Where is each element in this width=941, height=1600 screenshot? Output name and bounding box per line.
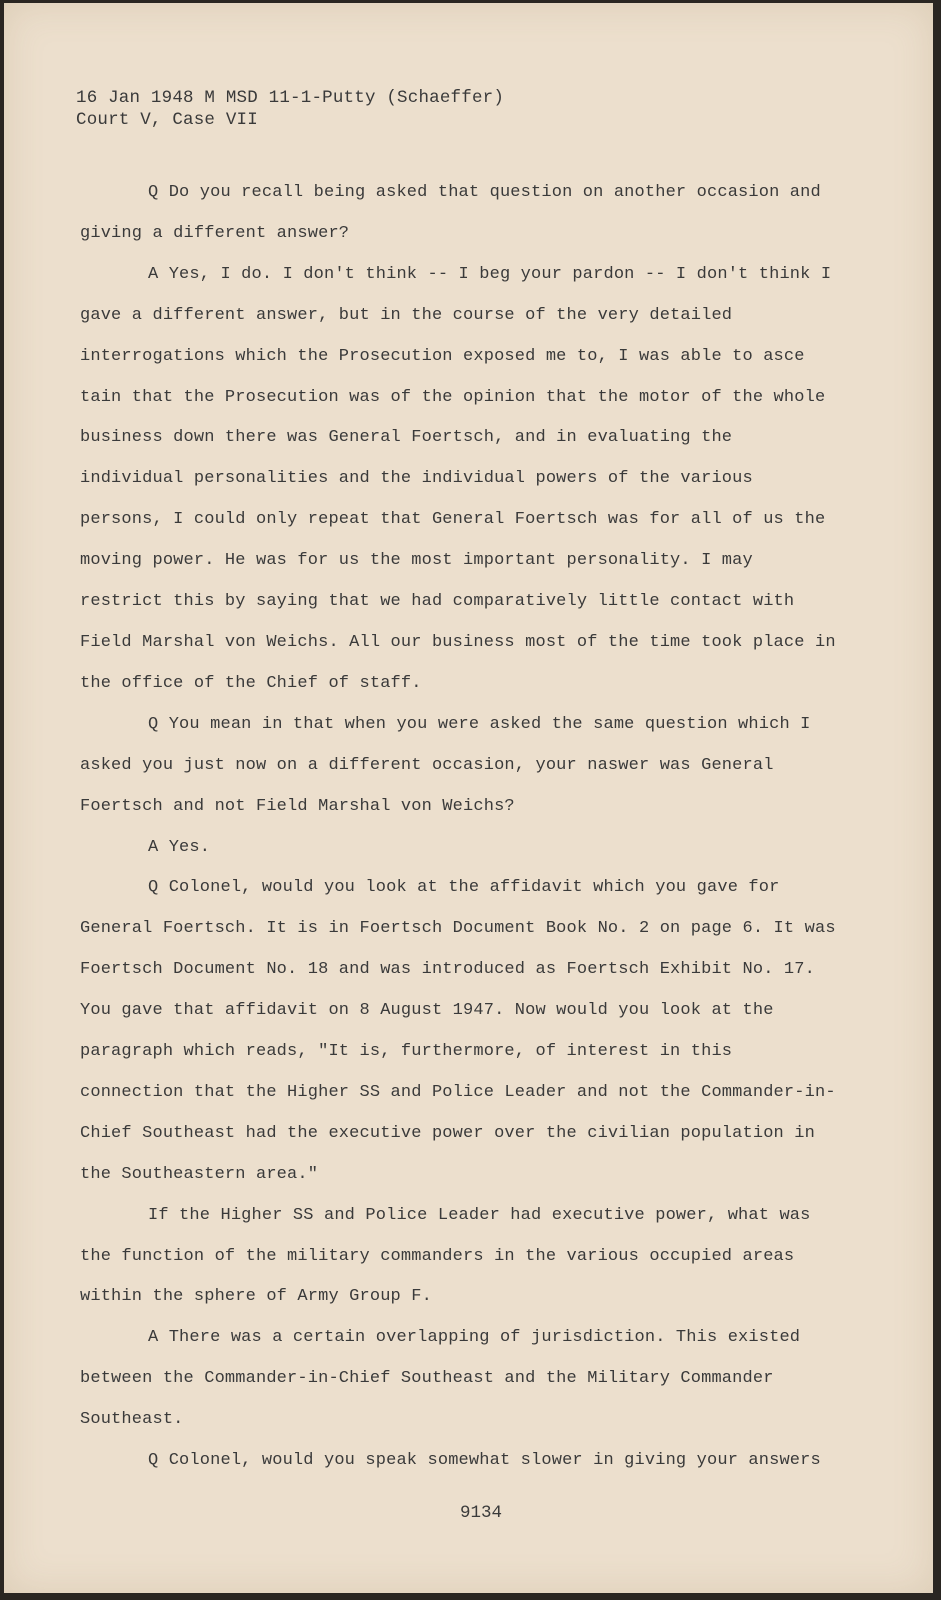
paragraph — [80, 1318, 840, 1441]
document-page — [4, 3, 933, 1593]
paragraph — [80, 828, 840, 869]
paragraph-text: Q Colonel, would you look at the affidavit which you gave for General Foertsch. It is in Foertsch Document Book No. 2 on page 6. It was Foertsch Document No. 18 and was introduced as Foertsch Exhibit No. 17. You gave that affidavit on 8 August 1947. Now would you look at the paragraph which reads, "It is, furthermore, of interest in this connection that the Higher SS and Police Leader and not the Commander-in-Chief Southeast had the executive power over the civilian population in the Southeastern area." — [80, 878, 836, 1184]
paragraph-text: If the Higher SS and Police Leader had executive power, what was the function of the military commanders in the various occupied areas within the sphere of Army Group F. — [80, 1205, 811, 1307]
transcript-body — [80, 173, 840, 1482]
header-line-2: Court V, Case VII — [76, 110, 258, 130]
paragraph-text: A Yes, I do. I don't think -- I beg your pardon -- I don't think I gave a different answer, but in the course of the very detailed interrogations which the Prosecution exposed me to, I was able to asce tain that the Prosecution was of the opinion that the motor of the whole business down there was General Foertsch, and in evaluating the individual personalities and the individual powers of the various persons, I could only repeat that General Foertsch was for all of us the moving power. He was for us the most important personality. I may restrict this by saying that we had comparatively little contact with Field Marshal von Weichs. All our business most of the time took place in the office of the Chief of staff. — [80, 264, 836, 693]
page-header — [76, 87, 504, 131]
paragraph-text: A Yes. — [148, 837, 211, 857]
paragraph — [80, 868, 840, 1195]
paragraph-text: Q Do you recall being asked that question on another occasion and giving a different answer? — [80, 183, 821, 243]
page-number: 9134 — [460, 1503, 503, 1523]
paragraph — [80, 173, 840, 255]
paragraph — [80, 1196, 840, 1319]
paragraph-text: Q Colonel, would you speak somewhat slower in giving your answers — [148, 1451, 821, 1471]
paragraph-text: A There was a certain overlapping of jurisdiction. This existed between the Commander-in-Chief Southeast and the Military Commander Southeast. — [80, 1328, 801, 1430]
paragraph — [80, 255, 840, 705]
paragraph — [80, 705, 840, 828]
paragraph — [80, 1441, 840, 1482]
header-line-1: 16 Jan 1948 M MSD 11-1-Putty (Schaeffer) — [76, 88, 505, 108]
paragraph-text: Q You mean in that when you were asked the same question which I asked you just now on a different occasion, your naswer was General Foertsch and not Field Marshal von Weichs? — [80, 714, 811, 816]
